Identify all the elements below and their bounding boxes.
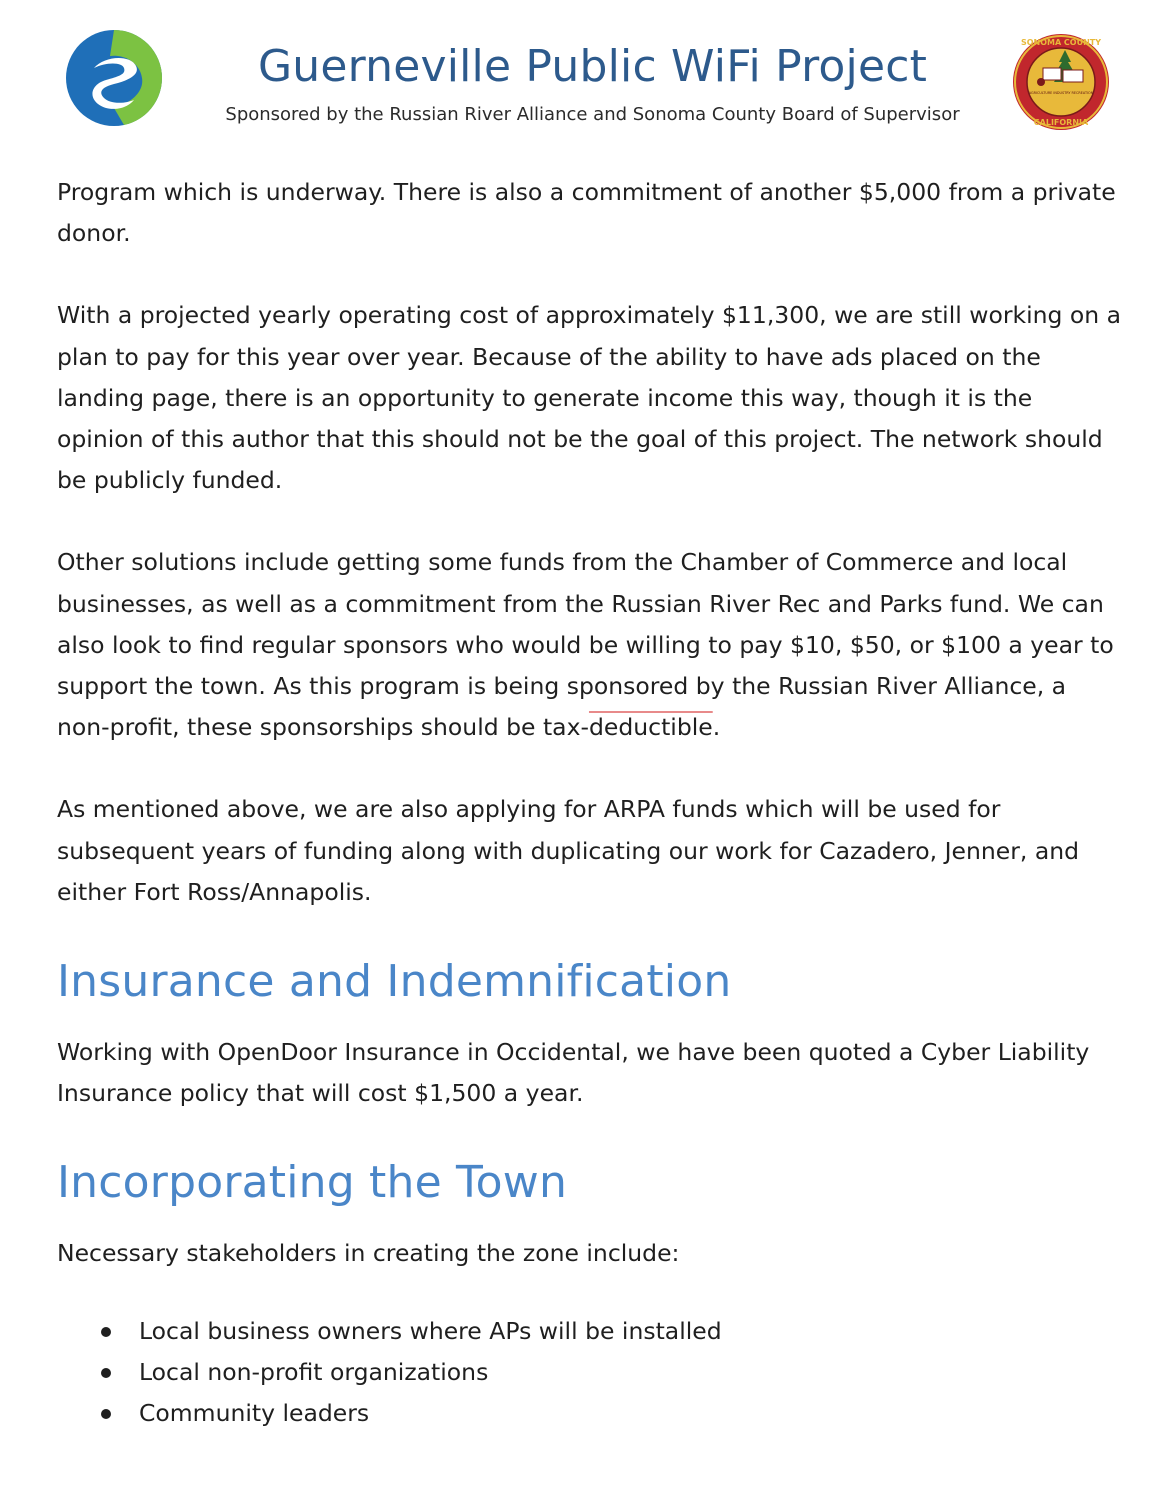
page-header <box>0 0 1162 150</box>
list-item <box>57 1393 1125 1434</box>
spellcheck-marked-word: deductible <box>588 713 713 742</box>
list-item-text: Local business owners where APs will be installed <box>139 1316 722 1345</box>
bullet-icon <box>101 1368 111 1378</box>
paragraph-insurance: Working with OpenDoor Insurance in Occidental, we have been quoted a Cyber Liability Insurance policy that will cost $1,500 a year. <box>57 1038 1090 1108</box>
list-item <box>57 1311 1125 1352</box>
seal-center-text: AGRICULTURE INDUSTRY RECREATION <box>1028 91 1094 95</box>
list-item-text: Local non-profit organizations <box>139 1357 489 1386</box>
paragraph-operating-cost: With a projected yearly operating cost of approximately $11,300, we are still working on a plan to pay for this year over year. Because of the ability to have ads placed on the landing page, there is an opportunity to generate income this way, though it is the opinion of this author that this should not be the goal of this project. The network should be publicly funded. <box>57 301 1122 495</box>
paragraph-other-solutions-text: Other solutions include getting some funds from the Chamber of Commerce and local businesses, as well as a commitment from the Russian River Rec and Parks fund. We can also look to find regular sponsors who would be willing to pay $10, $50, or $100 a year to support the town. As this program is being sponsored by the Russian River Alliance, a non-profit, these sponsorships should be tax- <box>57 548 1114 742</box>
list-item-text: Community leaders <box>139 1399 370 1428</box>
paragraph-other-solutions-end: . <box>712 713 721 742</box>
list-item <box>57 1352 1125 1393</box>
stakeholder-list <box>57 1311 1125 1435</box>
document-body <box>57 172 1125 1434</box>
county-seal-icon <box>991 32 1131 132</box>
heading-insurance: Insurance and Indemnification <box>57 956 732 1008</box>
paragraph-stakeholders: Necessary stakeholders in creating the zone include: <box>57 1239 680 1268</box>
bullet-icon <box>101 1327 111 1337</box>
river-logo-icon <box>64 28 164 128</box>
heading-incorporating-town: Incorporating the Town <box>57 1157 568 1209</box>
page-subtitle: Sponsored by the Russian River Alliance and Sonoma County Board of Supervisor <box>225 104 960 125</box>
page-title: Guerneville Public WiFi Project <box>257 41 928 92</box>
paragraph-funding-intro: Program which is underway. There is also a commitment of another $5,000 from a private donor. <box>57 178 1116 248</box>
seal-bottom-text: CALIFORNIA <box>1033 118 1089 127</box>
paragraph-other-solutions <box>57 542 1125 748</box>
seal-top-text: SONOMA COUNTY <box>1020 38 1102 47</box>
paragraph-arpa-funds: As mentioned above, we are also applying for ARPA funds which will be used for subsequent years of funding along with duplicating our work for Cazadero, Jenner, and either Fort Ross/Annapolis. <box>57 795 1080 906</box>
bullet-icon <box>101 1409 111 1419</box>
